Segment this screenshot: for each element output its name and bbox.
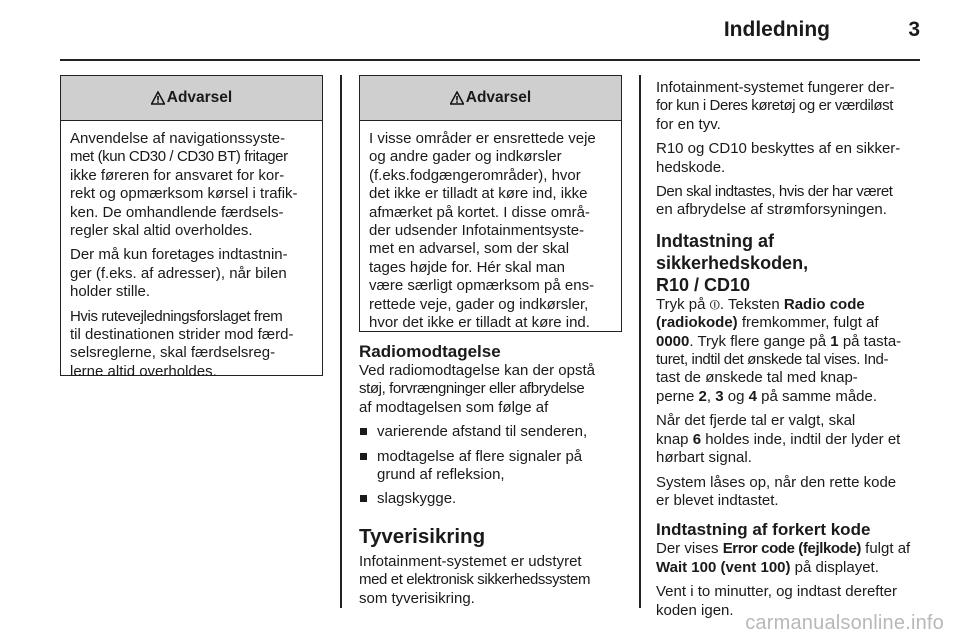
radio-bullet-list bbox=[359, 423, 629, 509]
warning-body bbox=[360, 121, 621, 340]
section-heading-security-code: Indtastning af sikkerhedskoden, R10 / CD10 bbox=[656, 230, 809, 295]
list-item: modtagelse af flere signaler på grund af refleksion, bbox=[359, 448, 629, 485]
warning-triangle-icon bbox=[450, 91, 464, 105]
page-title: Indledning bbox=[723, 18, 830, 41]
paragraph: Den skal indtastes, hvis der har været en afbrydelse af strømforsyningen. bbox=[656, 183, 893, 219]
page-number: 3 bbox=[908, 18, 920, 41]
warning-body bbox=[61, 121, 322, 389]
warning-title: Advarsel bbox=[166, 89, 233, 106]
watermark: carmanualsonline.info bbox=[745, 612, 944, 634]
display-text-radiokode: (radiokode) bbox=[656, 314, 738, 332]
display-text-wait: Wait 100 (vent 100) bbox=[656, 558, 791, 576]
section-heading-theft: Tyverisikring bbox=[359, 524, 486, 548]
column-2-text bbox=[359, 342, 629, 614]
paragraph: System låses op, når den rette kode er blevet indtastet. bbox=[656, 473, 897, 509]
section-heading-radio: Radiomodtagelse bbox=[359, 342, 501, 361]
power-button-icon: ⏼ bbox=[709, 296, 720, 312]
warning-box-one-way bbox=[359, 75, 622, 332]
warning-title: Advarsel bbox=[465, 89, 532, 106]
theft-paragraph: Infotainment-systemet er udstyret med et elektronisk sikkerhedssystem som tyverisikring. bbox=[359, 552, 591, 607]
warning-paragraph: I visse områder er ensrettede veje og andre gader og indkørsler (f.eks.fodgængerområder), hvor det ikke er tilladt at køre ind, ikke afmærket på kortet. I disse områ- der udsender Infotainmentsyste- met en advarsel, som der skal tages højde for. Hér skal man være særligt opmærksom på ens- rettede veje, gader og indkørsler, hvor det ikke er tilladt at køre ind. bbox=[369, 130, 596, 332]
warning-paragraph: Anvendelse af navigationssyste- met (kun CD30 / CD30 BT) fritager ikke føreren for ansvaret for kor- rekt og opmærksom kørsel i trafik- ken. De omhandlende færdsels- regler skal altid overholdes. bbox=[70, 130, 298, 240]
warning-triangle-icon bbox=[151, 91, 165, 105]
list-item: slagskygge. bbox=[359, 490, 629, 508]
warning-paragraph: Der må kun foretages indtastnin- ger (f.eks. af adresser), når bilen holder stille. bbox=[70, 246, 288, 301]
paragraph: Der vises Error code (fejlkode) fulgt af Wait 100 (vent 100) på displayet. bbox=[656, 540, 911, 576]
display-text-code: 0000 bbox=[656, 332, 690, 350]
column-divider-1 bbox=[340, 75, 342, 608]
warning-header bbox=[61, 76, 322, 121]
paragraph: Infotainment-systemet fungerer der- for kun i Deres køretøj og er værdiløst for en tyv. bbox=[656, 79, 895, 133]
page-header bbox=[0, 0, 960, 60]
paragraph: Når det fjerde tal er valgt, skal knap 6 holdes inde, indtil der lyder et hørbart signal. bbox=[656, 412, 901, 467]
header-rule bbox=[60, 59, 920, 61]
warning-paragraph: Hvis rutevejledningsforslaget frem til destinationen strider mod færd- selsreglerne, skal færdselsreg- lerne altid overholdes. bbox=[70, 307, 294, 380]
display-text-error-code: Error code (fejlkode) bbox=[722, 540, 861, 558]
paragraph: R10 og CD10 beskyttes af en sikker- hedskode. bbox=[656, 140, 901, 176]
radio-intro: Ved radiomodtagelse kan der opstå støj, forvrængninger eller afbrydelse af modtagelsen som følge af bbox=[359, 362, 595, 416]
paragraph: Vent i to minutter, og indtast derefter koden igen. bbox=[656, 583, 897, 619]
warning-box-navigation bbox=[60, 75, 323, 380]
section-heading-wrong-code: Indtastning af forkert kode bbox=[656, 520, 871, 540]
display-text-radio-code: Radio code bbox=[783, 295, 865, 313]
column-divider-2 bbox=[639, 75, 641, 608]
list-item: varierende afstand til senderen, bbox=[359, 423, 629, 441]
warning-header bbox=[360, 76, 621, 121]
paragraph: Tryk på ⏼. Teksten Radio code (radiokode) fremkommer, fulgt af 0000. Tryk flere gange på 1 på tasta- turet, indtil det ønskede tal vises. Ind- tast de ønskede tal med knap- perne 2, 3 og 4 på samme måde. bbox=[656, 295, 902, 405]
column-3-text bbox=[656, 79, 928, 626]
